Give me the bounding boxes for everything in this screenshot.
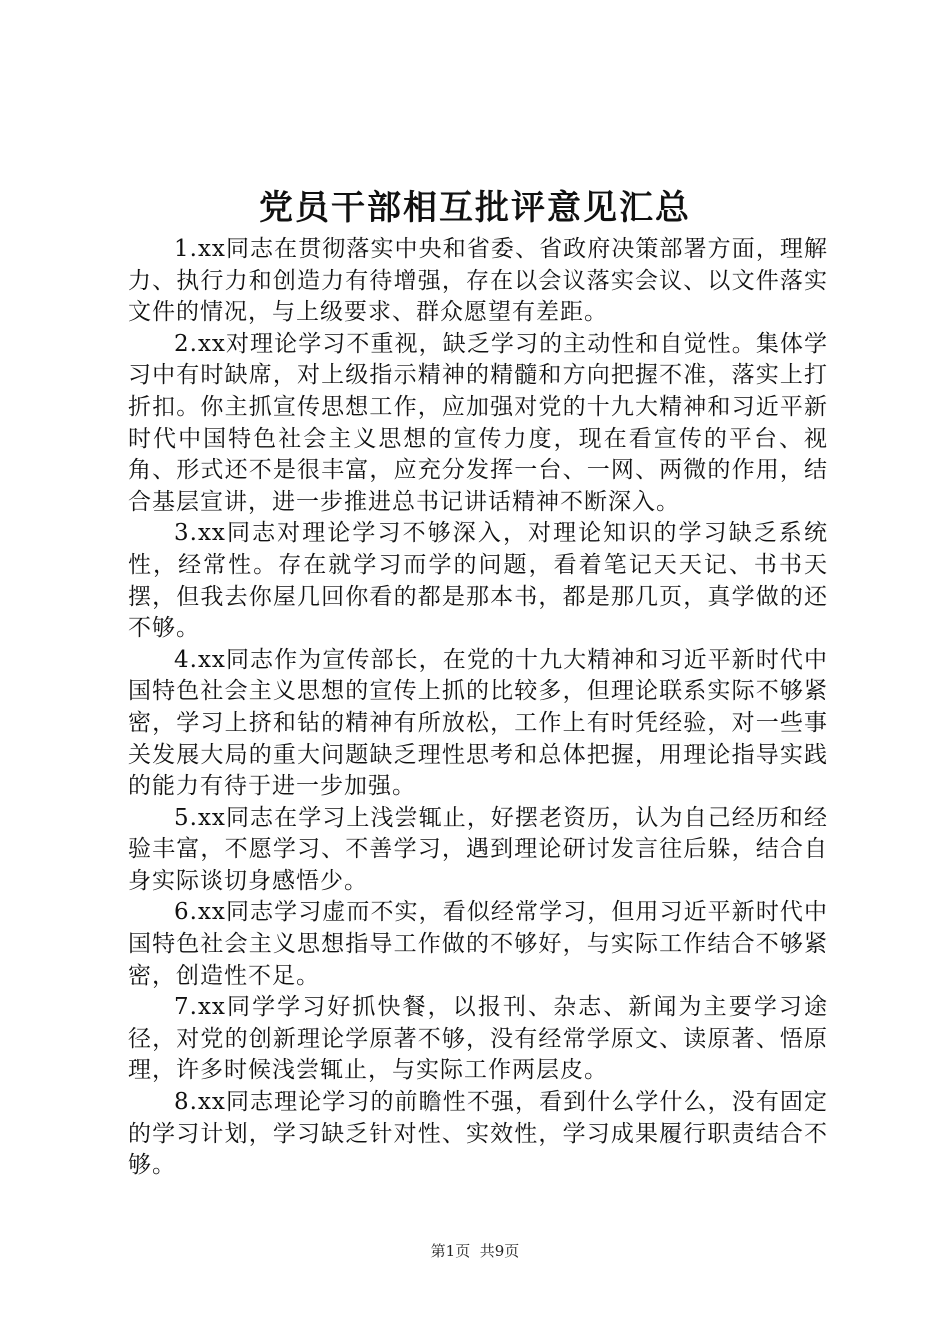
paragraph-8: 8.xx同志理论学习的前瞻性不强，看到什么学什么，没有固定的学习计划，学习缺乏针对性、实效性，学习成果履行职责结合不够。 bbox=[128, 1089, 828, 1179]
paragraph-1: 1.xx同志在贯彻落实中央和省委、省政府决策部署方面，理解力、执行力和创造力有待增强，存在以会议落实会议、以文件落实文件的情况，与上级要求、群众愿望有差距。 bbox=[128, 236, 828, 326]
page-footer bbox=[0, 1241, 950, 1261]
paragraph-2: 2.xx对理论学习不重视，缺乏学习的主动性和自觉性。集体学习中有时缺席，对上级指示精神的精髓和方向把握不准，落实上打折扣。你主抓宣传思想工作，应加强对党的十九大精神和习近平新时代中国特色社会主义思想的宣传力度，现在看宣传的平台、视角、形式还不是很丰富，应充分发挥一台、一网、两微的作用，结合基层宣讲，进一步推进总书记讲话精神不断深入。 bbox=[128, 330, 828, 515]
page-total: 共9页 bbox=[479, 1242, 520, 1260]
paragraph-6: 6.xx同志学习虚而不实，看似经常学习，但用习近平新时代中国特色社会主义思想指导工作做的不够好，与实际工作结合不够紧密，创造性不足。 bbox=[128, 899, 828, 989]
paragraph-7: 7.xx同学学习好抓快餐，以报刊、杂志、新闻为主要学习途径，对党的创新理论学原著不够，没有经常学原文、读原著、悟原理，许多时候浅尝辄止，与实际工作两层皮。 bbox=[128, 994, 828, 1084]
page-number: 第1页 bbox=[430, 1242, 471, 1260]
paragraph-5: 5.xx同志在学习上浅尝辄止，好摆老资历，认为自己经历和经验丰富，不愿学习、不善学习，遇到理论研讨发言往后躲，结合自身实际谈切身感悟少。 bbox=[128, 804, 828, 894]
footer-spacer bbox=[470, 1242, 480, 1260]
page-title: 党员干部相互批评意见汇总 bbox=[259, 188, 691, 228]
document-body bbox=[128, 234, 828, 1182]
paragraph-4: 4.xx同志作为宣传部长，在党的十九大精神和习近平新时代中国特色社会主义思想的宣传上抓的比较多，但理论联系实际不够紧密，学习上挤和钻的精神有所放松，工作上有时凭经验，对一些事关发展大局的重大问题缺乏理性思考和总体把握，用理论指导实践的能力有待于进一步加强。 bbox=[128, 646, 828, 800]
paragraph-3: 3.xx同志对理论学习不够深入，对理论知识的学习缺乏系统性，经常性。存在就学习而学的问题，看着笔记天天记、书书天摆，但我去你屋几回你看的都是那本书，都是那几页，真学做的还不够。 bbox=[128, 520, 828, 642]
